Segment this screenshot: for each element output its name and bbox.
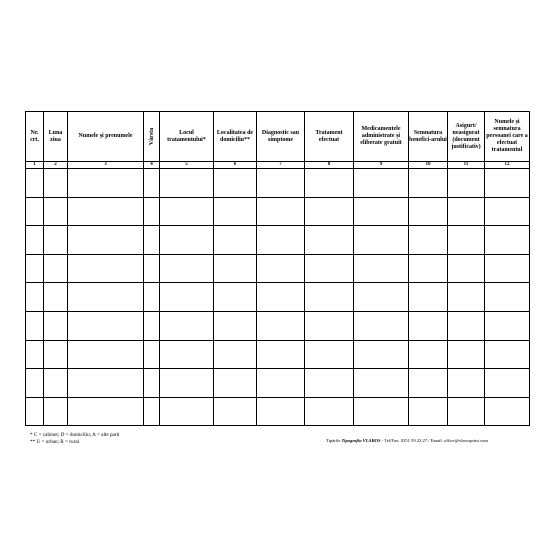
table-cell[interactable]	[68, 369, 144, 398]
table-cell[interactable]	[448, 397, 485, 426]
table-cell[interactable]	[160, 226, 214, 255]
column-number: 2	[44, 162, 68, 169]
table-cell[interactable]	[144, 283, 160, 312]
table-cell[interactable]	[44, 311, 68, 340]
table-cell[interactable]	[354, 226, 409, 255]
table-row	[26, 340, 530, 369]
table-cell[interactable]	[305, 397, 354, 426]
header-luna-ziua: Luna ziua	[44, 112, 68, 162]
table-cell[interactable]	[257, 340, 305, 369]
table-row	[26, 283, 530, 312]
table-cell[interactable]	[160, 397, 214, 426]
table-row	[26, 197, 530, 226]
table-cell[interactable]	[305, 340, 354, 369]
table-cell[interactable]	[354, 397, 409, 426]
table-cell[interactable]	[160, 340, 214, 369]
table-cell[interactable]	[68, 397, 144, 426]
table-cell[interactable]	[144, 311, 160, 340]
table-cell[interactable]	[485, 397, 530, 426]
table-cell[interactable]	[257, 254, 305, 283]
table-cell[interactable]	[26, 169, 44, 198]
header-semnatura-persoana: Numele și semnatura persoanei care a efectuat tratamentul	[485, 112, 530, 162]
table-cell[interactable]	[257, 197, 305, 226]
table-cell[interactable]	[354, 169, 409, 198]
table-cell[interactable]	[409, 169, 448, 198]
publisher-line	[326, 438, 488, 443]
table-cell[interactable]	[160, 283, 214, 312]
table-cell[interactable]	[305, 226, 354, 255]
column-number: 11	[448, 162, 485, 169]
table-cell[interactable]	[26, 254, 44, 283]
table-cell[interactable]	[214, 169, 257, 198]
table-cell[interactable]	[26, 340, 44, 369]
table-cell[interactable]	[485, 311, 530, 340]
table-cell[interactable]	[144, 369, 160, 398]
header-row	[26, 112, 530, 162]
table-cell[interactable]	[44, 283, 68, 312]
table-cell[interactable]	[257, 226, 305, 255]
header-localitatea-domiciliu: Localitatea de domiciliu**	[214, 112, 257, 162]
table-cell[interactable]	[26, 226, 44, 255]
table-cell[interactable]	[214, 340, 257, 369]
table-cell[interactable]	[257, 369, 305, 398]
table-cell[interactable]	[257, 311, 305, 340]
table-cell[interactable]	[214, 197, 257, 226]
table-cell[interactable]	[160, 254, 214, 283]
table-cell[interactable]	[354, 369, 409, 398]
table-cell[interactable]	[44, 397, 68, 426]
header-diagnostic: Diagnostic sau simptome	[257, 112, 305, 162]
column-number-row	[26, 162, 530, 169]
table-row	[26, 169, 530, 198]
table-cell[interactable]	[448, 226, 485, 255]
table-cell[interactable]	[354, 283, 409, 312]
table-cell[interactable]	[354, 254, 409, 283]
table-cell[interactable]	[409, 397, 448, 426]
table-cell[interactable]	[305, 369, 354, 398]
table-cell[interactable]	[160, 169, 214, 198]
column-number: 12	[485, 162, 530, 169]
table-cell[interactable]	[485, 340, 530, 369]
footnote-domicile: ** U = urban; R = rural	[30, 438, 80, 445]
table-cell[interactable]	[44, 340, 68, 369]
table-cell[interactable]	[485, 283, 530, 312]
column-number: 7	[257, 162, 305, 169]
header-nume-prenume: Numele și prenumele	[68, 112, 144, 162]
table-cell[interactable]	[257, 169, 305, 198]
table-cell[interactable]	[68, 340, 144, 369]
table-row	[26, 254, 530, 283]
table-cell[interactable]	[448, 197, 485, 226]
table-cell[interactable]	[409, 340, 448, 369]
publisher-prefix: Tipările	[326, 438, 341, 443]
header-asigurat: Asigurt/ neasigurat (document justificativ)	[448, 112, 485, 162]
table-cell[interactable]	[305, 197, 354, 226]
header-tratament: Tratament efectuat	[305, 112, 354, 162]
table-cell[interactable]	[26, 397, 44, 426]
table-row	[26, 311, 530, 340]
table-cell[interactable]	[26, 197, 44, 226]
table-cell[interactable]	[160, 197, 214, 226]
table-cell[interactable]	[409, 226, 448, 255]
table-cell[interactable]	[68, 254, 144, 283]
treatment-register-table	[25, 111, 530, 426]
table-cell[interactable]	[305, 169, 354, 198]
table-cell[interactable]	[409, 311, 448, 340]
table-cell[interactable]	[409, 254, 448, 283]
table-cell[interactable]	[144, 254, 160, 283]
table-cell[interactable]	[26, 283, 44, 312]
table-cell[interactable]	[44, 369, 68, 398]
table-cell[interactable]	[448, 283, 485, 312]
table-cell[interactable]	[214, 397, 257, 426]
table-cell[interactable]	[26, 369, 44, 398]
column-number: 1	[26, 162, 44, 169]
table-row	[26, 397, 530, 426]
table-cell[interactable]	[257, 397, 305, 426]
table-cell[interactable]	[214, 369, 257, 398]
column-number: 3	[68, 162, 144, 169]
table-cell[interactable]	[257, 283, 305, 312]
table-cell[interactable]	[214, 226, 257, 255]
table-cell[interactable]	[354, 340, 409, 369]
table-cell[interactable]	[44, 254, 68, 283]
table-cell[interactable]	[448, 340, 485, 369]
column-number: 10	[409, 162, 448, 169]
table-cell[interactable]	[409, 197, 448, 226]
table-cell[interactable]	[214, 311, 257, 340]
table-cell[interactable]	[485, 197, 530, 226]
table-row	[26, 226, 530, 255]
table-cell[interactable]	[485, 369, 530, 398]
table-cell[interactable]	[485, 254, 530, 283]
table-cell[interactable]	[144, 340, 160, 369]
table-cell[interactable]	[448, 311, 485, 340]
table-cell[interactable]	[68, 283, 144, 312]
table-cell[interactable]	[44, 169, 68, 198]
table-cell[interactable]	[305, 254, 354, 283]
table-cell[interactable]	[160, 311, 214, 340]
column-number: 6	[214, 162, 257, 169]
table-cell[interactable]	[160, 369, 214, 398]
table-cell[interactable]	[448, 254, 485, 283]
footnote-treatment-place: * C = cabinet; D = domiciliu; A = alte parti	[30, 432, 120, 438]
table-cell[interactable]	[144, 226, 160, 255]
header-varsta-label: Vârsta	[149, 127, 156, 146]
header-nr-crt: Nr. crt.	[26, 112, 44, 162]
footnotes	[30, 432, 119, 445]
table-row	[26, 369, 530, 398]
table-cell[interactable]	[485, 169, 530, 198]
table-cell[interactable]	[354, 311, 409, 340]
table-cell[interactable]	[44, 226, 68, 255]
register-body	[26, 169, 530, 426]
table-cell[interactable]	[26, 311, 44, 340]
table-cell[interactable]	[44, 197, 68, 226]
table-cell[interactable]	[448, 369, 485, 398]
table-cell[interactable]	[448, 169, 485, 198]
table-cell[interactable]	[214, 254, 257, 283]
column-number: 4	[144, 162, 160, 169]
column-number: 8	[305, 162, 354, 169]
table-cell[interactable]	[144, 197, 160, 226]
column-number: 5	[160, 162, 214, 169]
table-cell[interactable]	[305, 311, 354, 340]
table-cell[interactable]	[409, 283, 448, 312]
publisher-contact: - Tel/Fax: 0251 59 23 27 / Email: office@vlarosprint.com	[381, 438, 488, 443]
header-medicamente: Medicamentele administrate și eliberate gratuit	[354, 112, 409, 162]
column-number: 9	[354, 162, 409, 169]
table-cell[interactable]	[144, 169, 160, 198]
header-locul-tratamentului: Locul tratamentului*	[160, 112, 214, 162]
table-cell[interactable]	[305, 283, 354, 312]
table-cell[interactable]	[68, 169, 144, 198]
table-cell[interactable]	[68, 311, 144, 340]
header-semnatura-beneficiar: Semnatura benefici-arului	[409, 112, 448, 162]
table-cell[interactable]	[68, 197, 144, 226]
table-cell[interactable]	[354, 197, 409, 226]
table-cell[interactable]	[485, 226, 530, 255]
table-cell[interactable]	[409, 369, 448, 398]
table-cell[interactable]	[214, 283, 257, 312]
table-cell[interactable]	[144, 397, 160, 426]
publisher-brand: Tipografia VLAROS	[341, 438, 381, 443]
header-varsta	[144, 112, 160, 162]
table-cell[interactable]	[68, 226, 144, 255]
